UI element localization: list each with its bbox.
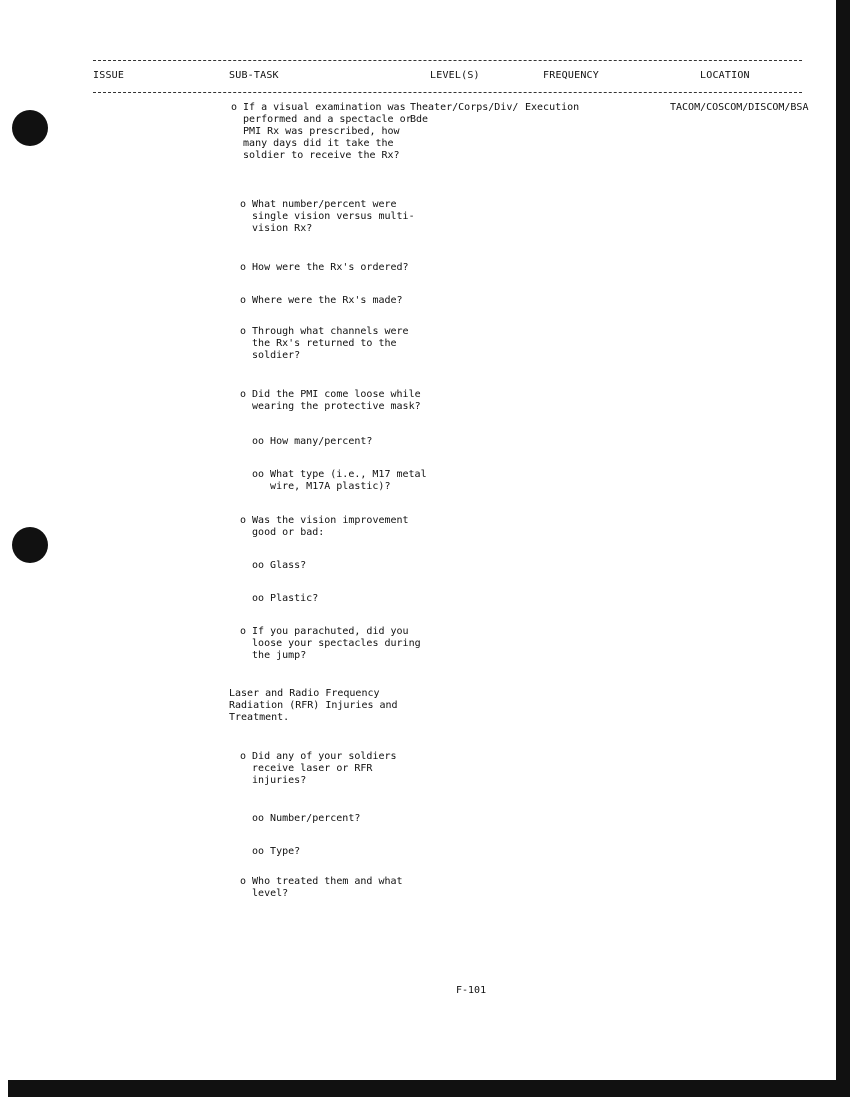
header-rule-top <box>93 60 802 61</box>
sub-task-item: o Through what channels were the Rx's returned to the soldier? <box>240 326 409 361</box>
sub-task-item: o Did any of your soldiers receive laser or RFR injuries? <box>240 751 397 786</box>
sub-task-subitem: oo Plastic? <box>252 593 319 604</box>
header-sub-task: SUB-TASK <box>229 70 279 81</box>
sub-task-subitem: oo How many/percent? <box>252 436 373 447</box>
row-frequency: Execution <box>525 102 580 113</box>
header-levels: LEVEL(S) <box>430 70 480 81</box>
binder-hole-middle <box>12 527 48 563</box>
sub-task-subitem: oo Type? <box>252 846 301 857</box>
sub-task-subitem: oo Glass? <box>252 560 307 571</box>
header-issue: ISSUE <box>93 70 125 81</box>
row-levels: Theater/Corps/Div/ Bde <box>410 102 519 125</box>
sub-task-item: o Where were the Rx's made? <box>240 295 403 306</box>
sub-task-subitem: oo Number/percent? <box>252 813 361 824</box>
header-rule-bottom <box>93 92 802 93</box>
sub-task-heading: Laser and Radio Frequency Radiation (RFR) Injuries and Treatment. <box>229 688 398 723</box>
scan-border-bottom <box>8 1080 850 1097</box>
binder-hole-top <box>12 110 48 146</box>
header-frequency: FREQUENCY <box>543 70 599 81</box>
sub-task-item: o If you parachuted, did you loose your spectacles during the jump? <box>240 626 421 661</box>
sub-task-item: o Did the PMI come loose while wearing the protective mask? <box>240 389 421 412</box>
page-number: F-101 <box>456 985 487 996</box>
header-location: LOCATION <box>700 70 750 81</box>
sub-task-item: o If a visual examination was performed and a spectacle or PMI Rx was prescribed, how many days did it take the soldier to receive the Rx? <box>231 102 412 161</box>
sub-task-subitem: oo What type (i.e., M17 metal wire, M17A plastic)? <box>252 469 427 492</box>
sub-task-item: o What number/percent were single vision versus multi- vision Rx? <box>240 199 415 234</box>
row-location: TACOM/COSCOM/DISCOM/BSA <box>670 102 809 113</box>
sub-task-item: o How were the Rx's ordered? <box>240 262 409 273</box>
sub-task-item: o Was the vision improvement good or bad: <box>240 515 409 538</box>
scan-border-right <box>836 0 850 1097</box>
sub-task-item: o Who treated them and what level? <box>240 876 403 899</box>
